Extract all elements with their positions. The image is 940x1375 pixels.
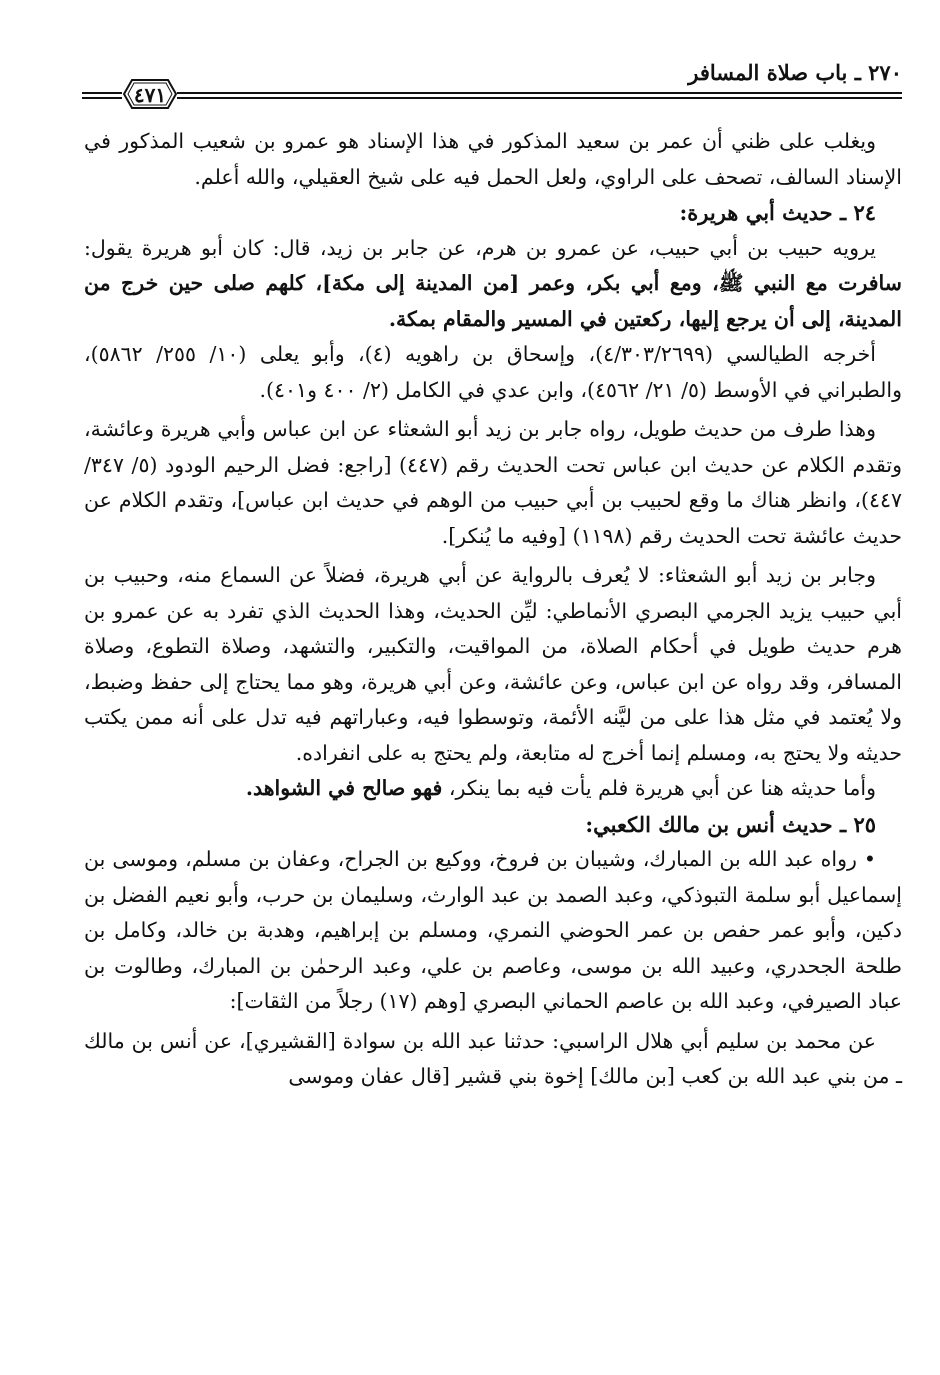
paragraph xyxy=(84,771,902,807)
paragraph: عن محمد بن سليم أبي هلال الراسبي: حدثنا عبد الله بن سوادة [القشيري]، عن أنس بن مالك ـ من بني عبد الله بن كعب [بن مالك] إخوة بني قشير [قال عفان وموسى xyxy=(84,1028,902,1088)
running-title: ٢٧٠ ـ باب صلاة المسافر xyxy=(688,60,902,85)
paragraph-text: يرويه حبيب بن أبي حبيب، عن عمرو بن هرم، عن جابر بن زيد، قال: كان أبو هريرة يقول: xyxy=(84,235,876,260)
paragraph-text: وأما حديثه هنا عن أبي هريرة فلم يأت فيه بما ينكر، xyxy=(448,776,876,800)
page-header xyxy=(82,58,902,106)
header-rule-left xyxy=(82,97,122,99)
page-body xyxy=(84,124,902,1095)
section-heading: ٢٥ ـ حديث أنس بن مالك الكعبي: xyxy=(585,811,876,837)
header-rule xyxy=(177,92,902,94)
paragraph xyxy=(84,231,902,338)
paragraph: ويغلب على ظني أن عمر بن سعيد المذكور في هذا الإسناد هو عمرو بن شعيب المذكور في الإسناد السالف، تصحف على الراوي، ولعل الحمل فيه على شيخ العقيلي، والله أعلم. xyxy=(84,129,902,189)
section-heading: ٢٤ ـ حديث أبي هريرة: xyxy=(679,200,876,225)
header-rule xyxy=(177,97,902,99)
bold-conclusion: فهو صالح في الشواهد. xyxy=(245,776,443,800)
paragraph: • رواه عبد الله بن المبارك، وشيبان بن فروخ، ووكيع بن الجراح، وعفان بن مسلم، وموسى بن إسماعيل أبو سلمة التبوذكي، وعبد الصمد بن عبد الوارث، وسليمان بن حرب، وأبو نعيم الفضل بن دكين، وأبو عمر حفص بن عمر الحوضي النمري، ومسلم بن إبراهيم، وهدبة بن خالد، وكامل بن طلحة الجحدري، وعبيد الله بن موسى، وعاصم بن علي، وعبد الرحمٰن بن المبارك، وطالوت بن عباد الصيرفي، وعبد الله بن عاصم الحماني البصري [وهم (١٧) رجلاً من الثقات]: xyxy=(84,847,902,1013)
header-rule-left xyxy=(82,92,122,94)
paragraph: أخرجه الطيالسي (٤/٣٠٣/٢٦٩٩)، وإسحاق بن راهويه (٤)، وأبو يعلى (١٠/ ٢٥٥/ ٥٨٦٢)، والطبراني في الأوسط (٥/ ٢١/ ٤٥٦٢)، وابن عدي في الكامل (٢/ ٤٠٠ و٤٠١). xyxy=(84,342,902,402)
paragraph: وهذا طرف من حديث طويل، رواه جابر بن زيد أبو الشعثاء عن ابن عباس وأبي هريرة وعائشة، وتقدم الكلام عن حديث ابن عباس تحت الحديث رقم (٤٤٧) [راجع: فضل الرحيم الودود (٥/ ٣٤٧/ ٤٤٧)، وانظر هناك ما وقع لحبيب بن أبي حبيب من الوهم في حديث ابن عباس]، وتقدم الكلام عن حديث عائشة تحت الحديث رقم (١١٩٨) [وفيه ما يُنكر]. xyxy=(84,417,902,548)
page-number-frame xyxy=(122,78,178,110)
hadith-text: سافرت مع النبي ﷺ، ومع أبي بكر، وعمر [من المدينة إلى مكة]، كلهم صلى حين خرج من المدينة، إلى أن يرجع إليها، ركعتين في المسير والمقام بمكة. xyxy=(84,271,902,331)
paragraph: وجابر بن زيد أبو الشعثاء: لا يُعرف بالرواية عن أبي هريرة، فضلاً عن السماع منه، وحبيب بن أبي حبيب يزيد الجرمي البصري الأنماطي: ليِّن الحديث، وهذا الحديث الذي تفرد به عن عمرو بن هرم حديث طويل في أحكام الصلاة، من المواقيت، والتكبير، والتشهد، وصلاة التطوع، وصلاة المسافر، وقد رواه عن ابن عباس، وعن عائشة، وعن أبي هريرة، وهو مما يحتاج إلى حفظ وضبط، ولا يُعتمد في مثل هذا على من ليَّنه الأئمة، وتوسطوا فيه، وعباراتهم فيه تدل على أنه ممن يكتب حديثه ولا يحتج به، ومسلم إنما أخرج له متابعة، ولم يحتج به على انفراده. xyxy=(84,563,902,765)
page-number: ٤٧١ xyxy=(133,83,167,107)
